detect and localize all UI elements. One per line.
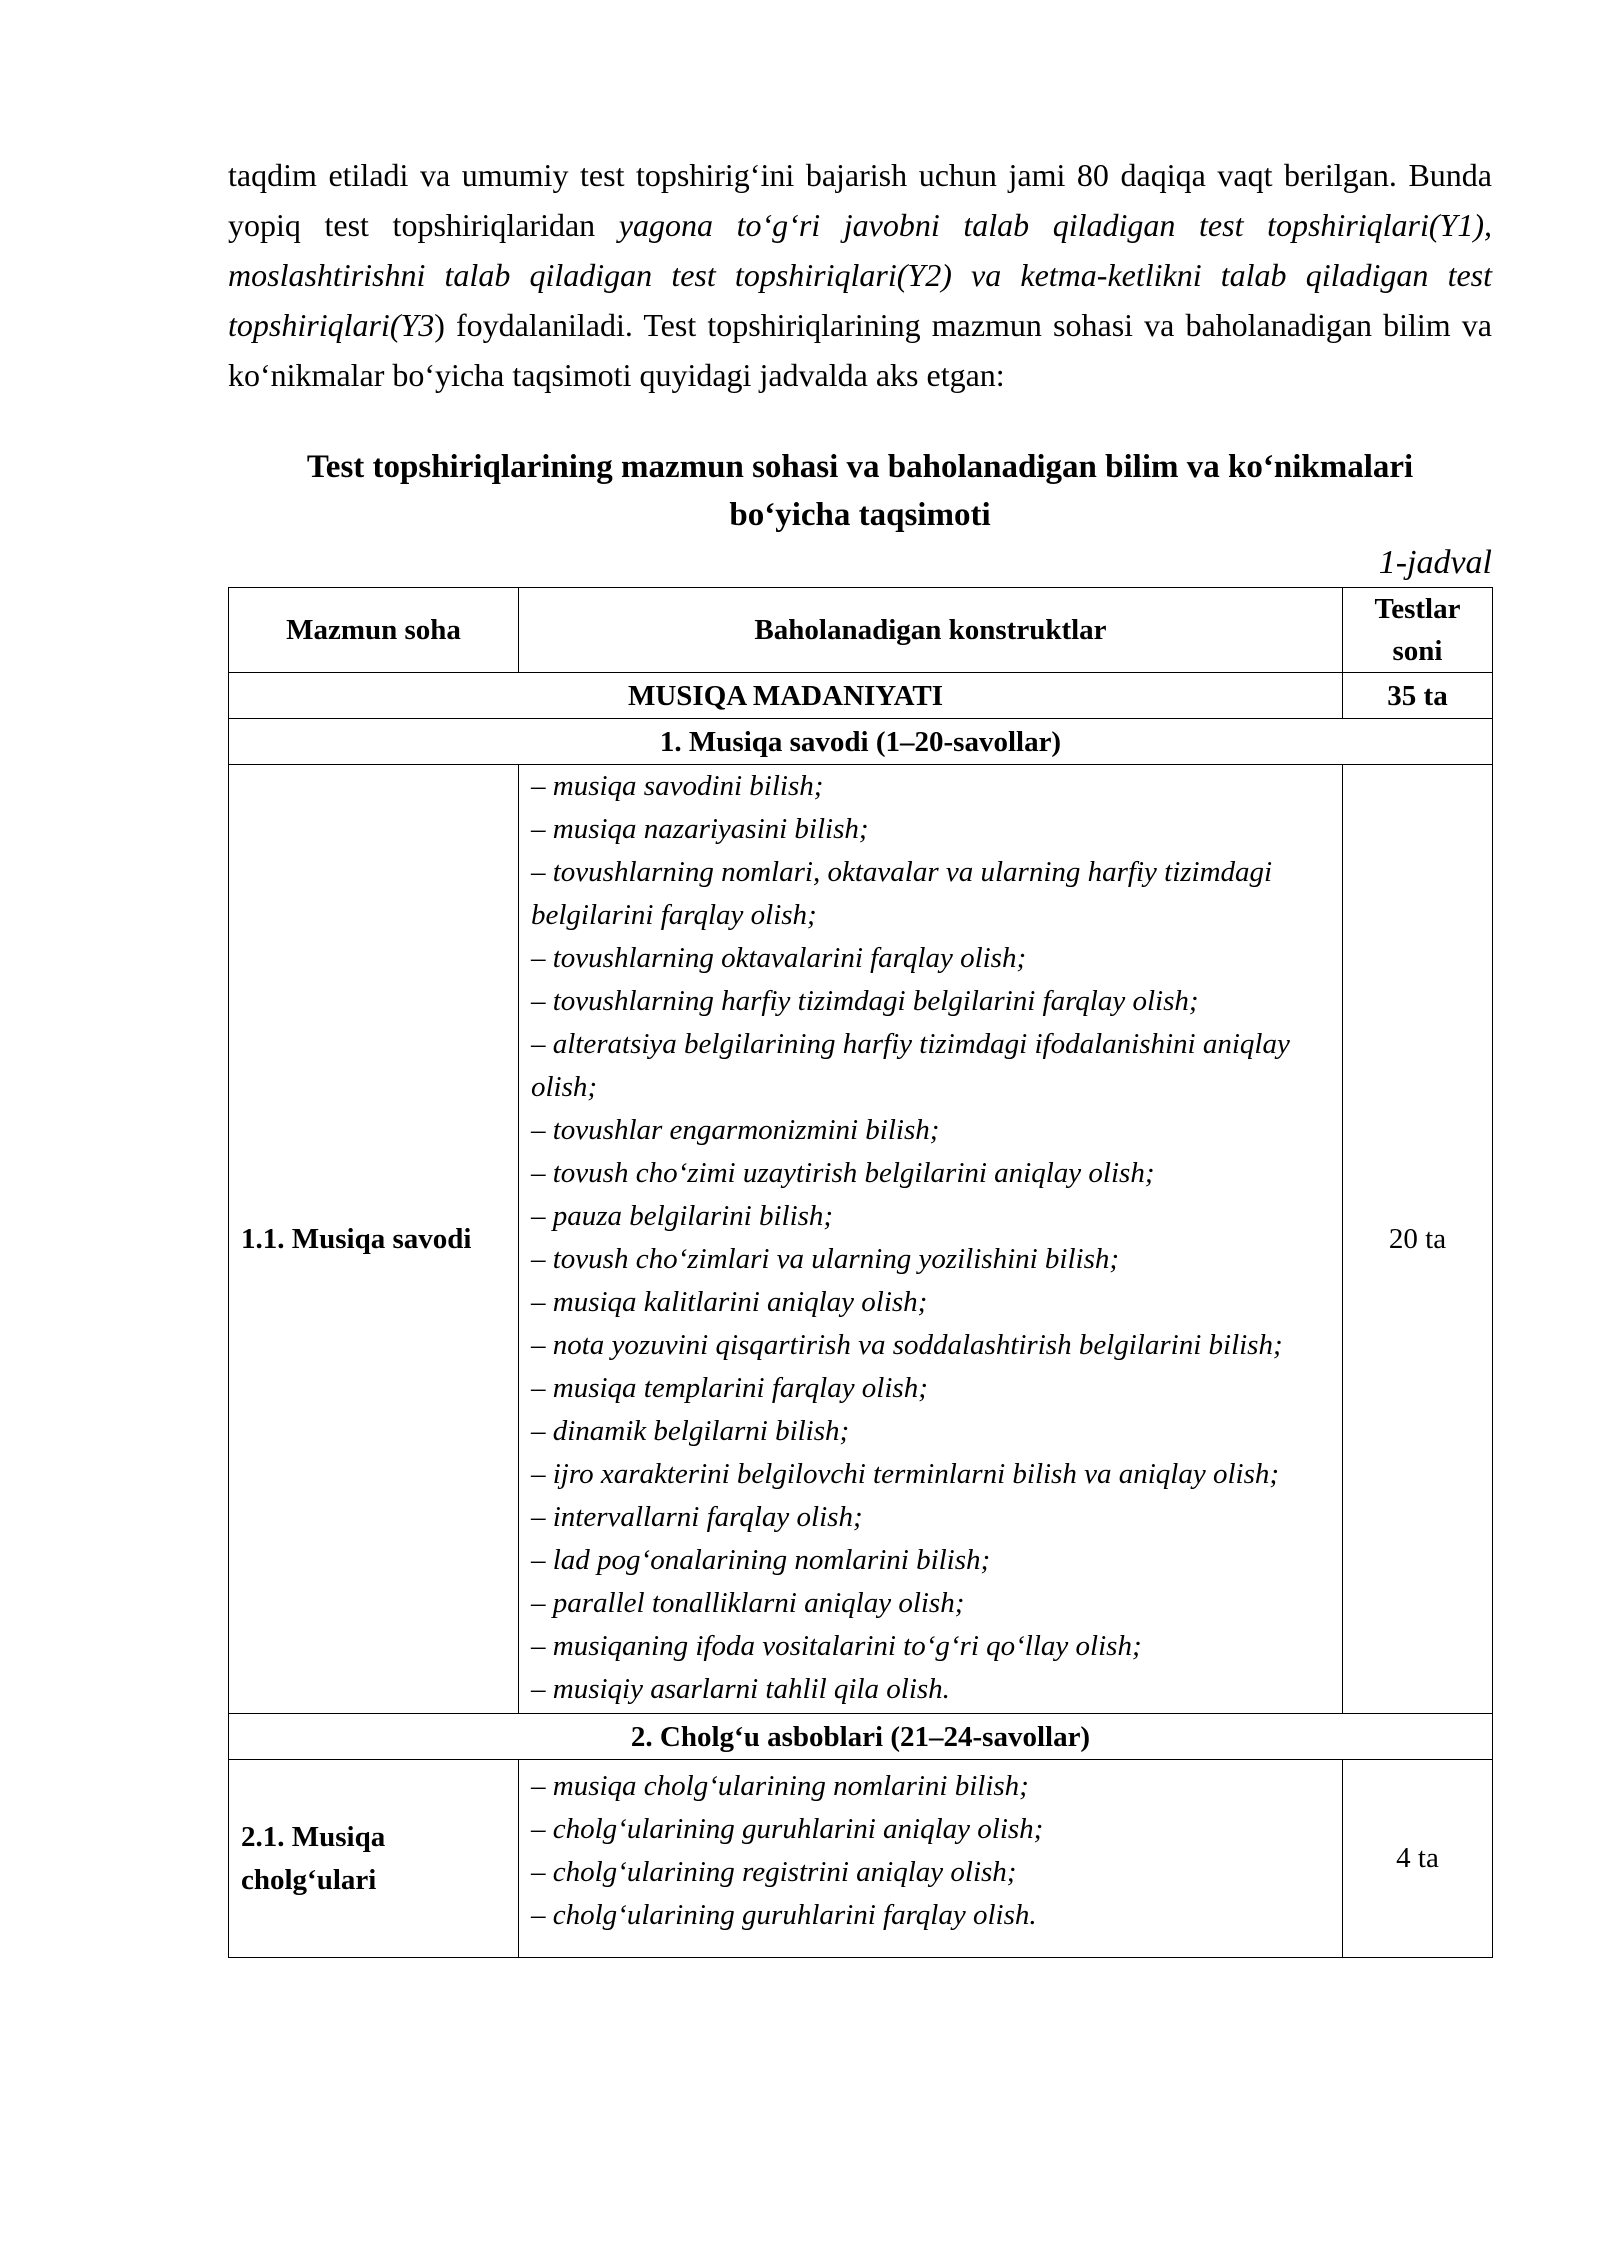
section-title: MUSIQA MADANIYATI <box>229 673 1343 719</box>
skill-item: – musiqiy asarlarni tahlil qila olish. <box>531 1673 950 1705</box>
skill-item: – cholg‘ularining registrini aniqlay olish; <box>531 1856 1017 1888</box>
skill-item: – tovushlarning oktavalarini farqlay olish; <box>531 942 1027 974</box>
skill-item: – musiqa kalitlarini aniqlay olish; <box>531 1286 928 1318</box>
skill-item: – musiqa cholg‘ularining nomlarini bilish; <box>531 1770 1029 1802</box>
header-test-count: Testlar soni <box>1343 588 1493 673</box>
skill-item: – pauza belgilarini bilish; <box>531 1200 834 1232</box>
group-title: 1. Musiqa savodi (1–20-savollar) <box>229 719 1493 765</box>
intro-text-2: ) foydalaniladi. Test topshiriqlarining mazmun sohasi va baholanadigan bilim va ko‘nikmalar bo‘yicha taqsimoti quyidagi jadvalda aks etgan: <box>228 307 1492 393</box>
group-title-row <box>229 719 1493 765</box>
intro-text-1: taqdim etiladi va umumiy test topshirig‘ini bajarish uchun jami 80 daqiqa vaqt berilgan. Bunda yopiq test topshiriqlaridan <box>228 157 1492 243</box>
group-title: 2. Cholg‘u asboblari (21–24-savollar) <box>229 1714 1493 1760</box>
skill-item: – musiqa templarini farqlay olish; <box>531 1372 928 1404</box>
table-title: Test topshiriqlarining mazmun sohasi va baholanadigan bilim va ko‘nikmalari bo‘yicha taqsimoti <box>306 449 1414 533</box>
skill-item: – parallel tonalliklarni aniqlay olish; <box>531 1587 965 1619</box>
section-row <box>229 673 1493 719</box>
skill-item: – intervallarni farqlay olish; <box>531 1501 863 1533</box>
skill-item: – musiqa savodini bilish; <box>531 770 824 802</box>
skill-item: – alteratsiya belgilarining harfiy tizimdagi ifodalanishini aniqlay olish; <box>531 1028 1290 1103</box>
group-title-row <box>229 1714 1493 1760</box>
table-number: 1-jadval <box>1378 544 1492 581</box>
skill-item: – cholg‘ularining guruhlarini farqlay olish. <box>531 1899 1037 1931</box>
section-count: 35 ta <box>1343 673 1493 719</box>
skill-item: – ijro xarakterini belgilovchi terminlarni bilish va aniqlay olish; <box>531 1458 1280 1490</box>
header-constructs: Baholanadigan konstruktlar <box>519 588 1343 673</box>
table-header-row <box>229 588 1493 673</box>
group-count: 20 ta <box>1343 765 1493 1714</box>
intro-text-italic: yagona to‘g‘ri javobni talab qiladigan test topshiriqlari(Y1), moslashtirishni talab qiladigan test topshiriqlari(Y2) va ketma-ketlikni talab qiladigan test topshiriqlari(Y3 <box>228 207 1493 343</box>
skill-item: – lad pog‘onalarining nomlarini bilish; <box>531 1544 991 1576</box>
header-content-area: Mazmun soha <box>229 588 519 673</box>
skill-item: – tovushlarning harfiy tizimdagi belgilarini farqlay olish; <box>531 985 1199 1017</box>
intro-paragraph <box>228 150 1492 400</box>
skills-list <box>519 1760 1343 1958</box>
skill-item: – tovush cho‘zimi uzaytirish belgilarini aniqlay olish; <box>531 1157 1155 1189</box>
skill-item: – dinamik belgilarni bilish; <box>531 1415 850 1447</box>
skill-item: – tovushlarning nomlari, oktavalar va ularning harfiy tizimdagi belgilarini farqlay olish; <box>531 856 1273 931</box>
document-page <box>228 150 1492 1958</box>
group-row <box>229 1760 1493 1958</box>
skill-item: – tovush cho‘zimlari va ularning yozilishini bilish; <box>531 1243 1120 1275</box>
group-count: 4 ta <box>1343 1760 1493 1958</box>
group-label: 1.1. Musiqa savodi <box>229 765 519 1714</box>
skill-item: – nota yozuvini qisqartirish va soddalashtirish belgilarini bilish; <box>531 1329 1283 1361</box>
skill-item: – musiqaning ifoda vositalarini to‘g‘ri qo‘llay olish; <box>531 1630 1142 1662</box>
group-label: 2.1. Musiqa cholg‘ulari <box>229 1760 519 1958</box>
skills-list <box>519 765 1343 1714</box>
distribution-table <box>228 587 1493 1958</box>
skill-item: – musiqa nazariyasini bilish; <box>531 813 869 845</box>
skill-item: – cholg‘ularining guruhlarini aniqlay olish; <box>531 1813 1044 1845</box>
skill-item: – tovushlar engarmonizmini bilish; <box>531 1114 940 1146</box>
group-row <box>229 765 1493 1714</box>
